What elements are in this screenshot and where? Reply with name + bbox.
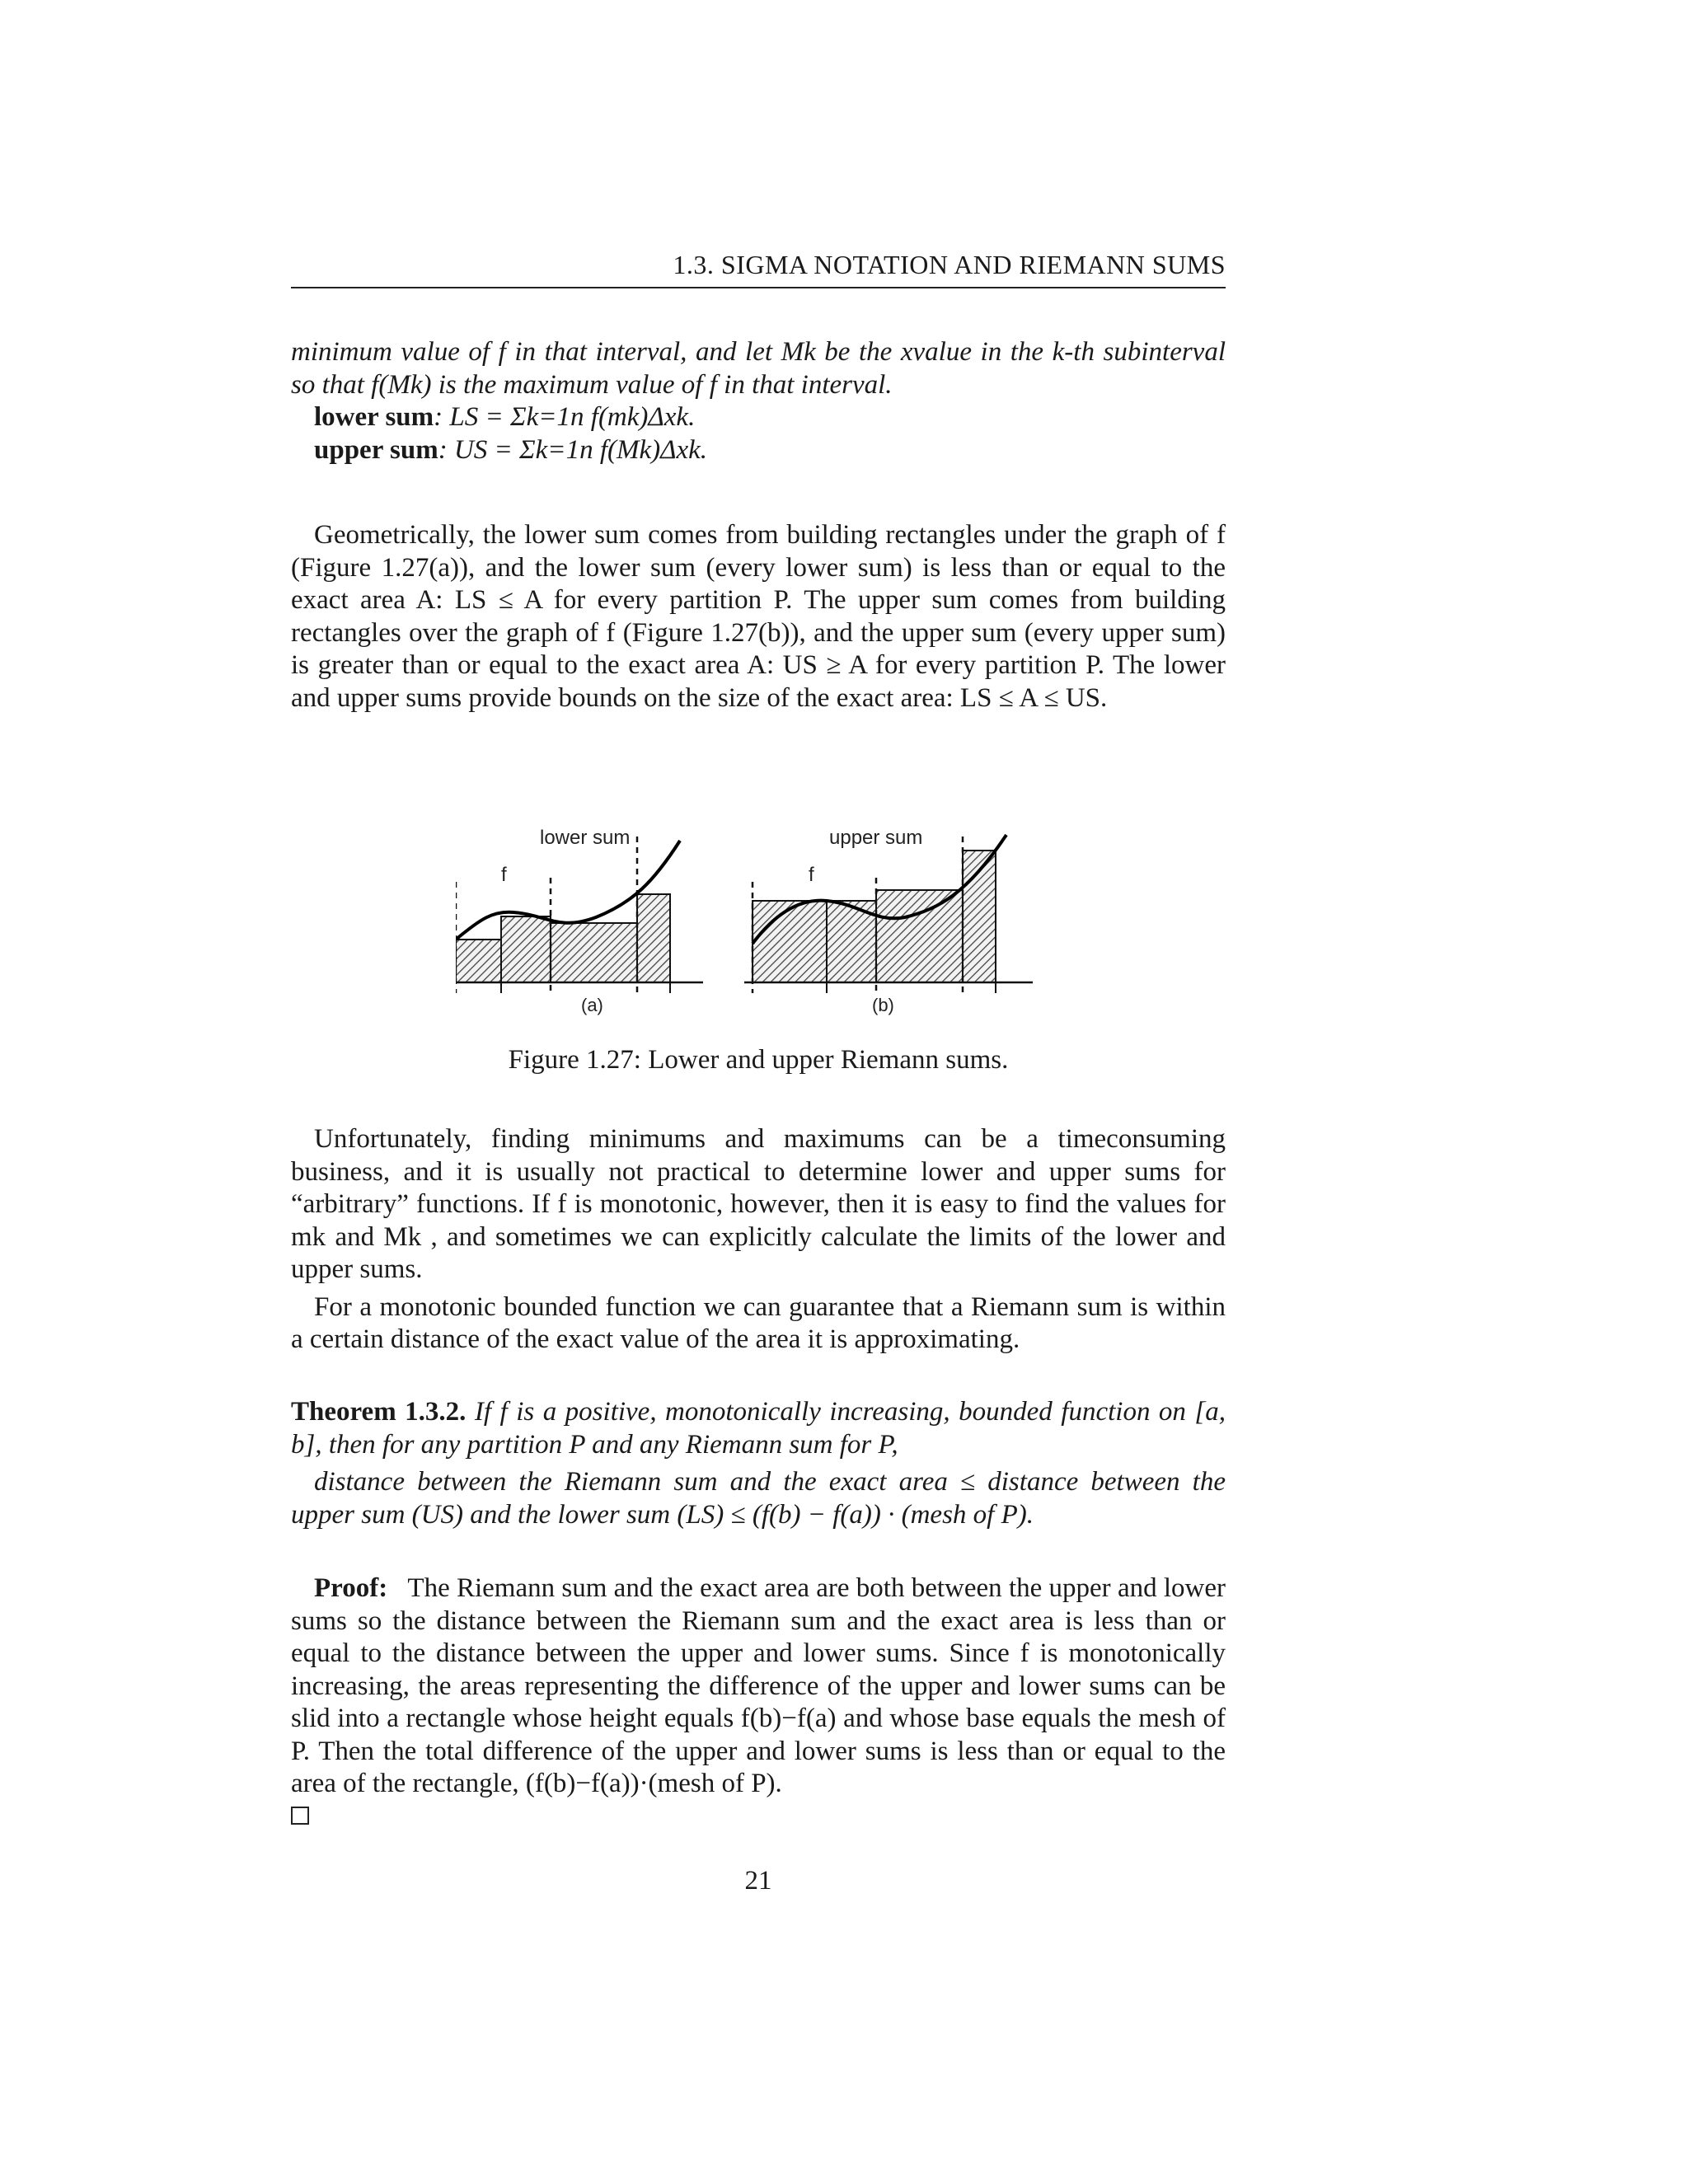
upper-sum-line — [291, 434, 1226, 467]
panel-a-title: lower sum — [540, 827, 631, 849]
proof-block — [291, 1572, 1226, 1833]
lower-sum-line — [291, 401, 1226, 434]
definition-block — [291, 336, 1226, 466]
proof-label: Proof: — [314, 1573, 388, 1603]
qed-box-icon — [291, 1807, 309, 1825]
paragraph-geometric — [291, 519, 1226, 715]
theorem-block — [291, 1396, 1226, 1531]
upper-sum-formula: : US = Σk=1n f(Mk)Δxk. — [438, 434, 708, 465]
figure-riemann-sums — [456, 820, 1066, 1022]
paragraph-monotonic — [291, 1123, 1226, 1357]
paragraph-text: For a monotonic bounded function we can guarantee that a Riemann sum is within a certain distance of the exact value of the area it is approximating. — [291, 1291, 1226, 1354]
upper-rect-3 — [876, 890, 963, 982]
upper-sum-label: upper sum — [314, 434, 438, 465]
figure-caption: Figure 1.27: Lower and upper Riemann sums. — [508, 1045, 1009, 1075]
lower-rect-1 — [456, 940, 501, 982]
panel-b-tag: (b) — [872, 995, 894, 1015]
paragraph-text: Unfortunately, finding minimums and maximums can be a timeconsuming business, and it is usually not practical to determine lower and upper sums for “arbitrary” functions. If f is monotonic, however, then it is easy to find the values for mk and Mk , and sometimes we can explicitly calculate the limits of the lower and upper sums. — [291, 1124, 1226, 1284]
paragraph-text: Geometrically, the lower sum comes from building rectangles under the graph of f (Figure 1.27(a)), and the lower sum (every lower sum) is less than or equal to the exact area A: LS ≤ A for every partition P. The upper sum comes from building rectangles over the graph of f (Figure 1.27(b)), and the upper sum (every upper sum) is greater than or equal to the exact area A: US ≥ A for every partition P. The lower and upper sums provide bounds on the size of the exact area: LS ≤ A ≤ US. — [291, 520, 1226, 713]
panel-upper-sum — [744, 827, 1033, 1015]
lower-sum-formula: : LS = Σk=1n f(mk)Δxk. — [434, 402, 696, 432]
qed-line — [291, 1801, 1226, 1834]
definition-text: minimum value of f in that interval, and let Mk be the xvalue in the k-th subinterval so that f(Mk) is the maximum value of f in that interval. — [291, 337, 1226, 400]
theorem-inequality: distance between the Riemann sum and the exact area ≤ distance between the upper sum (US) and the lower sum (LS) ≤ (f(b) − f(a)) · (mesh of P). — [291, 1467, 1226, 1530]
header-rule — [291, 287, 1226, 288]
panel-lower-sum — [456, 827, 703, 1015]
lower-rect-3 — [551, 923, 637, 982]
running-header: 1.3. SIGMA NOTATION AND RIEMANN SUMS — [673, 250, 1226, 279]
theorem-label: Theorem 1.3.2. — [291, 1397, 467, 1427]
page-number: 21 — [744, 1866, 772, 1896]
theorem-text: If f is a positive, monotonically increasing, bounded function on [a, b], then for any partition P and any Riemann sum for P, — [291, 1397, 1226, 1460]
upper-rect-1 — [753, 901, 827, 982]
lower-rect-2 — [501, 916, 551, 982]
lower-sum-label: lower sum — [314, 402, 434, 432]
proof-text: The Riemann sum and the exact area are both between the upper and lower sums so the distance between the Riemann sum and the exact area is less than or equal to the distance between the upper and lower sums. Since f is monotonically increasing, the areas representing the difference of the upper and lower sums can be slid into a rectangle whose height equals f(b)−f(a) and whose base equals the mesh of P. Then the total difference of the upper and lower sums is less than or equal to the area of the rectangle, (f(b)−f(a))·(mesh of P). — [291, 1573, 1226, 1798]
panel-a-f-label: f — [501, 864, 507, 886]
panel-b-title: upper sum — [829, 827, 923, 849]
panel-a-tag: (a) — [581, 995, 603, 1015]
proof-paragraph — [291, 1572, 1226, 1801]
theorem-statement — [291, 1396, 1226, 1461]
panel-b-f-label: f — [809, 864, 814, 886]
lower-rect-4 — [637, 894, 670, 982]
